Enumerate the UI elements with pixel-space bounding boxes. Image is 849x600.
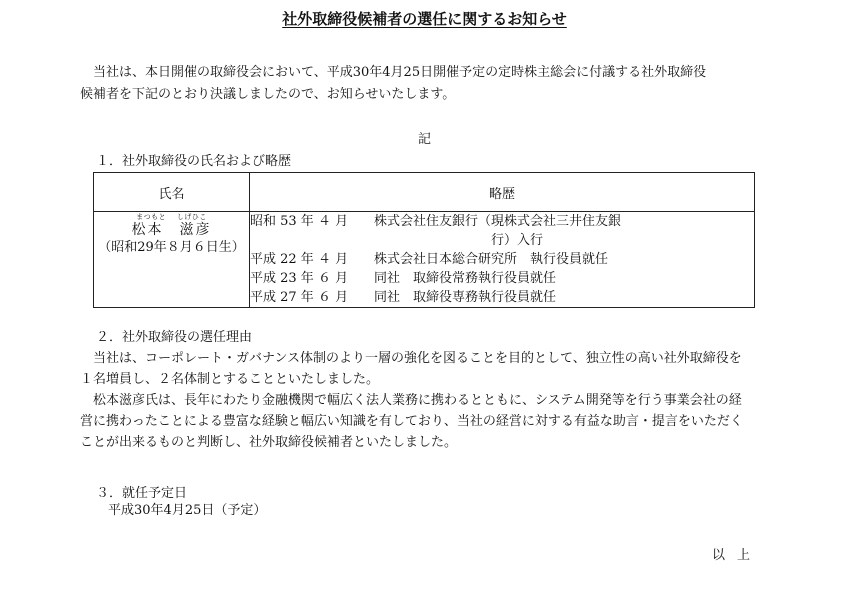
document-title: 社外取締役候補者の選任に関するお知らせ xyxy=(282,10,567,28)
career-entry xyxy=(250,250,754,269)
closing-mark: 以上 xyxy=(712,548,763,563)
ki-label: 記 xyxy=(417,132,431,147)
section-2-body xyxy=(80,348,780,453)
candidate-name-cell xyxy=(94,212,250,308)
reason-line: ことが出来るものと判断し、社外取締役候補者といたしました。 xyxy=(80,435,458,450)
candidate-profile-table xyxy=(93,172,755,308)
header-career: 略歴 xyxy=(250,173,755,212)
intro-line-1: 当社は、本日開催の取締役会において、平成30年4月25日開催予定の定時株主総会に付議する社外取締役 xyxy=(93,65,707,80)
intro-line-2: 候補者を下記のとおり決議しましたので、お知らせいたします。 xyxy=(80,87,456,102)
table-row xyxy=(94,212,755,308)
career-text: 株式会社住友銀行（現株式会社三井住友銀 行）入行 xyxy=(374,214,622,248)
ruby-given-name: しげひこ xyxy=(176,213,207,221)
header-name: 氏名 xyxy=(94,173,250,212)
career-text-continued: 行）入行 xyxy=(491,233,544,248)
career-date: 平成 23 年 ６ 月 xyxy=(250,271,349,286)
intro-paragraph xyxy=(80,62,780,106)
reason-line: 営に携わったことによる豊富な経験と幅広い知識を有しており、当社の経営に対する有益な助言・提言をいただく xyxy=(80,414,743,429)
name-ruby xyxy=(94,212,249,222)
career-entry xyxy=(250,269,754,288)
candidate-name: 松本 滋彦 xyxy=(131,222,212,238)
reason-line: １名増員し、２名体制とすることといたしました。 xyxy=(80,372,380,387)
ruby-family-name: まつもと xyxy=(136,213,167,221)
candidate-birthdate: （昭和29年８月６日生） xyxy=(98,240,245,255)
section-3-heading: ３．就任予定日 xyxy=(96,486,188,501)
career-date: 平成 22 年 ４ 月 xyxy=(250,252,349,267)
career-text: 同社 取締役常務執行役員就任 xyxy=(374,271,557,286)
section-1-heading: １．社外取締役の氏名および略歴 xyxy=(96,154,292,169)
reason-line: 当社は、コーポレート・ガバナンス体制のより一層の強化を図ることを目的として、独立性の高い社外取締役を xyxy=(93,351,742,366)
table-header-row xyxy=(94,173,755,212)
career-date: 昭和 53 年 ４ 月 xyxy=(250,214,349,229)
career-text: 株式会社日本総合研究所 執行役員就任 xyxy=(374,252,609,267)
appointment-date: 平成30年4月25日（予定） xyxy=(108,503,267,518)
career-entry xyxy=(250,288,754,307)
section-2-heading: ２．社外取締役の選任理由 xyxy=(96,330,253,345)
career-text: 同社 取締役専務執行役員就任 xyxy=(374,290,557,305)
career-cell xyxy=(250,212,755,308)
career-date: 平成 27 年 ６ 月 xyxy=(250,290,349,305)
reason-line: 松本滋彦氏は、長年にわたり金融機関で幅広く法人業務に携わるとともに、システム開発等を行う事業会社の経 xyxy=(93,393,742,408)
career-entry xyxy=(250,212,754,250)
